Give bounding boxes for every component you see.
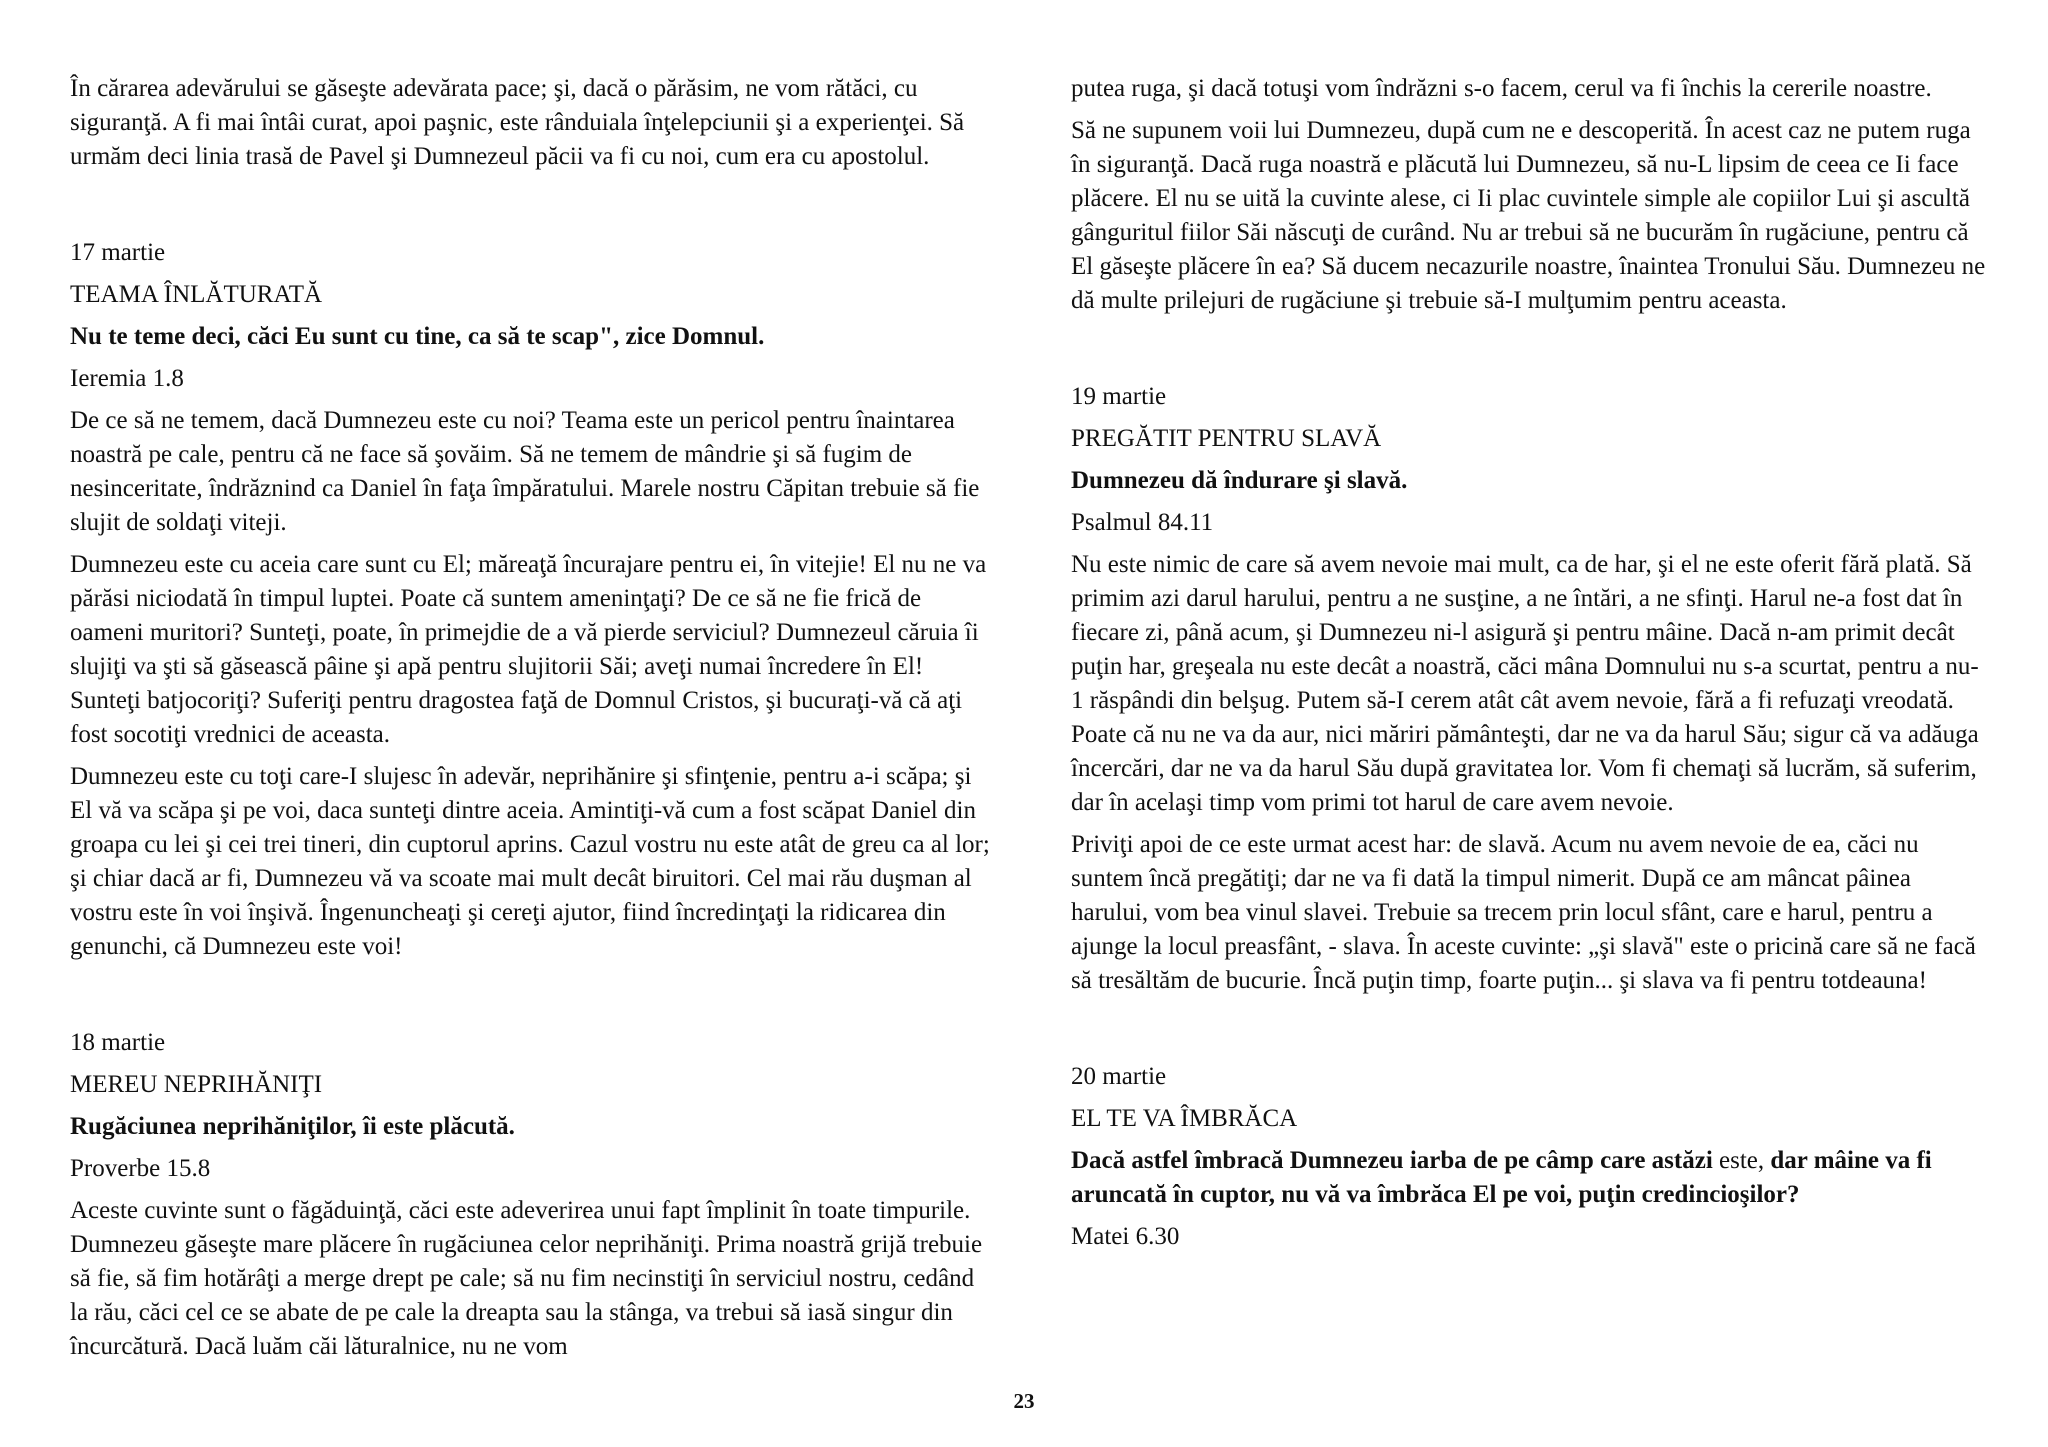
verse-plain-part: este,	[1712, 1147, 1771, 1174]
entry-reference: Proverbe 15.8	[70, 1155, 211, 1182]
entry-heading: TEAMA ÎNLĂTURATĂ	[70, 281, 323, 308]
entry-paragraph: De ce să ne temem, dacă Dumnezeu este cu noi? Teama este un pericol pentru înaintarea noastră pe cale, pentru că ne face să şovăim. Să ne temem de mândrie şi să fugim de nesinceritate, îndrăznind ca Daniel în faţa împăratului. Marele nostru Căpitan trebuie să fie slujit de soldaţi viteji.	[70, 407, 980, 536]
entry-paragraph: Priviţi apoi de ce este urmat acest har: de slavă. Acum nu avem nevoie de ea, căci nu suntem încă pregătiţi; dar ne va fi dată la timpul nimerit. După ce am mâncat pâinea harului, vom bea vinul slavei. Trebuie sa trecem prin locul sfânt, care e harul, pentru a ajunge la locul preasfânt, - slava. În aceste cuvinte: „şi slavă" este o pricină care să ne facă să tresăltăm de bucurie. Încă puţin timp, foarte puţin... şi slava va fi pentru totdeauna!	[1071, 831, 1976, 994]
section-gap	[70, 182, 990, 236]
entry-20-martie	[1071, 1060, 1991, 1254]
entry-paragraph: Dumnezeu este cu aceia care sunt cu El; măreaţă încurajare pentru ei, în vitejie! El nu ne va părăsi niciodată în timpul luptei. Poate că suntem ameninţaţi? De ce să ne fie frică de oameni muritori? Sunteţi, poate, în primejdie de a vă pierde serviciul? Dumnezeul căruia îi slujiţi va şti să găsească pâine şi apă pentru slujitorii Săi; aveţi numai încredere în El! Sunteţi batjocoriţi? Suferiţi pentru dragostea faţă de Domnul Cristos, şi bucuraţi-vă că aţi fost socotiţi vrednici de aceasta.	[70, 551, 987, 748]
entry-19-martie	[1071, 380, 1991, 998]
entry-date: 19 martie	[1071, 383, 1167, 410]
entry-17-martie	[70, 236, 990, 964]
entry-verse: Rugăciunea neprihăniţilor, îi este plăcută.	[70, 1113, 515, 1140]
right-column	[1071, 72, 1991, 1262]
entry-paragraph: Să ne supunem voii lui Dumnezeu, după cum ne e descoperită. În acest caz ne putem ruga în siguranţă. Dacă ruga noastră e plăcută lui Dumnezeu, să nu-L lipsim de ceea ce Ii face plăcere. El nu se uită la cuvinte alese, ci Ii plac cuvintele simple ale copiilor Lui şi ascultă gânguritul fiilor Săi născuţi de curând. Nu ar trebui să ne bucurăm în rugăciune, pentru că El găseşte plăcere în ea? Să ducem necazurile noastre, înaintea Tronului Său. Dumnezeu ne dă multe prilejuri de rugăciune şi trebuie să-I mulţumim pentru aceasta.	[1071, 117, 1986, 314]
entry-paragraph: Aceste cuvinte sunt o făgăduinţă, căci este adeverirea unui fapt împlinit în toate timpurile. Dumnezeu găseşte mare plăcere în rugăciunea celor neprihăniţi. Prima noastră grijă trebuie să fie, să fim hotărâţi a merge drept pe cale; să nu fim necinstiţi în serviciul nostru, cedând la rău, căci cel ce se abate de pe cale la dreapta sau la stânga, va trebui să iasă singur din încurcătură. Dacă luăm căi lăturalnice, nu ne vom	[70, 1197, 983, 1360]
entry-date: 20 martie	[1071, 1063, 1167, 1090]
entry-verse: Nu te teme deci, căci Eu sunt cu tine, ca să te scap", zice Domnul.	[70, 323, 765, 350]
entry-date: 18 martie	[70, 1029, 166, 1056]
entry-reference: Psalmul 84.11	[1071, 509, 1214, 536]
entry-heading: MEREU NEPRIHĂNIŢI	[70, 1071, 323, 1098]
entry-reference: Matei 6.30	[1071, 1223, 1180, 1250]
entry-heading: PREGĂTIT PENTRU SLAVĂ	[1071, 425, 1382, 452]
entry-verse	[1071, 1144, 1991, 1212]
entry-18-continuation	[1071, 72, 1991, 318]
entry-paragraph: Dumnezeu este cu toţi care-I slujesc în adevăr, neprihănire şi sfinţenie, pentru a-i scăpa; şi El vă va scăpa şi pe voi, daca sunteţi dintre aceia. Amintiţi-vă cum a fost scăpat Daniel din groapa cu lei şi cei trei tineri, din cuptorul aprins. Cazul vostru nu este atât de greu ca al lor; şi chiar dacă ar fi, Dumnezeu vă va scoate mai mult decât biruitori. Cel mai rău duşman al vostru este în voi înşivă. Îngenuncheaţi şi cereţi ajutor, fiind încredinţaţi la ridicarea din genunchi, că Dumnezeu este voi!	[70, 763, 990, 960]
entry-paragraph: Nu este nimic de care să avem nevoie mai mult, ca de har, şi el ne este oferit fără plată. Să primim azi darul harului, pentru a ne susţine, a ne întări, a ne sfinţi. Harul ne-a fost dat în fiecare zi, până acum, şi Dumnezeu ni-l asigură şi pentru mâine. Dacă n-am primit decât puţin har, greşeala nu este decât a noastră, căci mâna Domnului nu s-a scurtat, pentru a nu-1 răspândi din belşug. Putem să-I cerem atât cât avem nevoie, fără a fi refuzaţi vreodată. Poate că nu ne va da aur, nici măriri pământeşti, dar ne va da harul Său; sigur că va adăuga încercări, dar ne va da harul Său după gravitatea lor. Vom fi chemaţi să lucrăm, să suferim, dar în acelaşi timp vom primi tot harul de care avem nevoie.	[1071, 551, 1979, 816]
entry-date: 17 martie	[70, 239, 166, 266]
entry-heading: EL TE VA ÎMBRĂCA	[1071, 1105, 1298, 1132]
intro-paragraph: În cărarea adevărului se găseşte adevărata pace; şi, dacă o părăsim, ne vom rătăci, cu siguranţă. A fi mai întâi curat, apoi paşnic, este rânduiala înţelepciunii şi a experienţei. Să urmăm deci linia trasă de Pavel şi Dumnezeul păcii va fi cu noi, cum era cu apostolul.	[70, 75, 965, 170]
entry-verse: Dumnezeu dă îndurare şi slavă.	[1071, 467, 1408, 494]
verse-bold-part: Dacă astfel îmbracă Dumnezeu iarba de pe câmp care astăzi	[1071, 1147, 1713, 1174]
entry-18-martie	[70, 1026, 990, 1364]
section-gap	[1071, 1006, 1991, 1060]
page-number: 23	[1013, 1389, 1035, 1413]
verse-bold-part: dar mâine va fi aruncată în cuptor, nu vă va îmbrăca El pe voi, puţin credincioşilor?	[1071, 1147, 1932, 1208]
entry-paragraph: putea ruga, şi dacă totuşi vom îndrăzni s-o facem, cerul va fi închis la cererile noastre.	[1071, 75, 1932, 102]
left-column	[70, 72, 990, 1372]
section-gap	[1071, 326, 1991, 380]
entry-reference: Ieremia 1.8	[70, 365, 184, 392]
section-gap	[70, 972, 990, 1026]
